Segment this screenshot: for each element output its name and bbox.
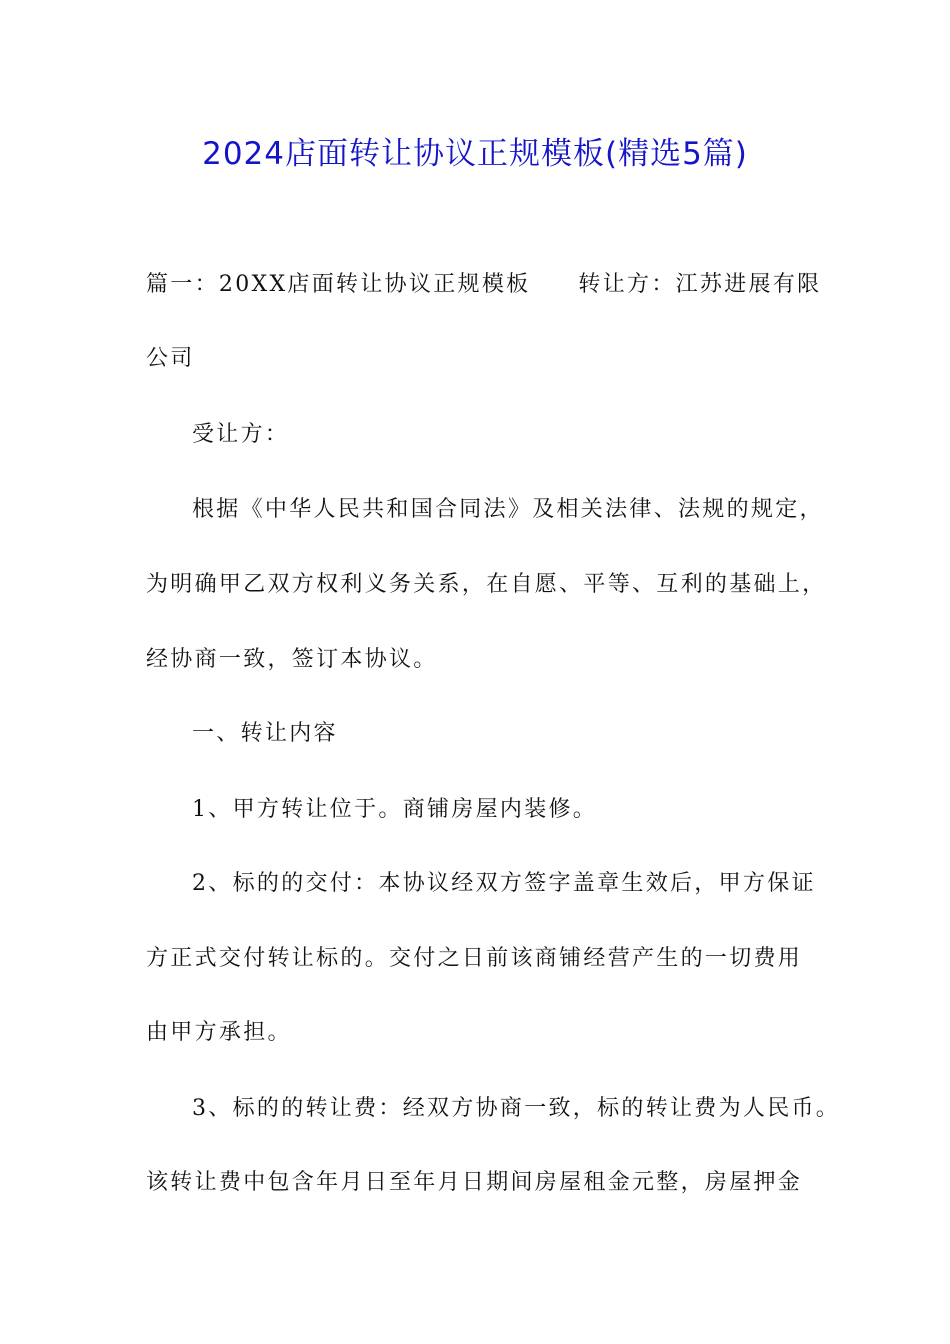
paragraph-line: 受让方： [192, 422, 290, 447]
paragraph-line: 一、转让内容 [192, 721, 338, 746]
paragraph-line: 方正式交付转让标的。交付之日前该商铺经营产生的一切费用 [146, 946, 803, 971]
paragraph-line: 该转让费中包含年月日至年月日期间房屋租金元整，房屋押金 [146, 1170, 803, 1195]
section-heading: 篇一：20XX店面转让协议正规模板 [146, 272, 531, 297]
paragraph-line: 1、甲方转让位于。商铺房屋内装修。 [192, 797, 598, 822]
document-title: 2024店面转让协议正规模板(精选5篇) [202, 136, 748, 172]
paragraph-line: 由甲方承担。 [146, 1020, 292, 1045]
paragraph-line: 公司 [146, 346, 195, 371]
paragraph-line: 根据《中华人民共和国合同法》及相关法律、法规的规定， [192, 497, 824, 522]
paragraph-line: 经协商一致，签订本协议。 [146, 647, 438, 672]
transferor-label: 转让方：江苏进展有限 [578, 272, 822, 297]
paragraph-line: 为明确甲乙双方权利义务关系，在自愿、平等、互利的基础上， [146, 572, 827, 597]
paragraph-line-heading [146, 270, 821, 300]
paragraph-line: 3、标的的转让费：经双方协商一致，标的转让费为人民币。 [192, 1096, 841, 1121]
paragraph-line: 2、标的的交付：本协议经双方签字盖章生效后，甲方保证 [192, 871, 816, 896]
